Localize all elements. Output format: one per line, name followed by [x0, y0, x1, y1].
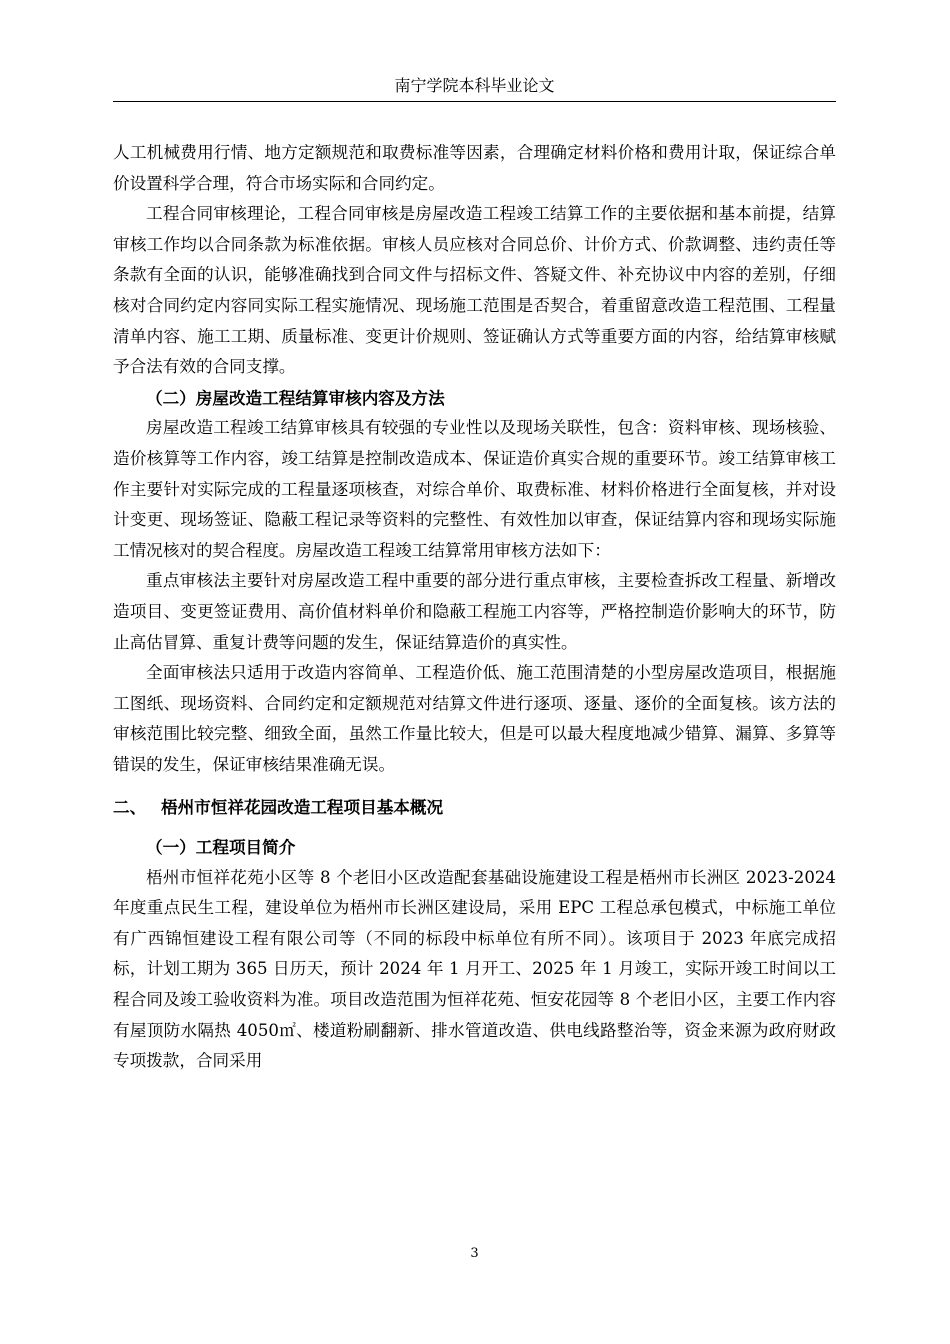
chapter-heading	[113, 792, 836, 823]
paragraph-project-intro: 梧州市恒祥花苑小区等 8 个老旧小区改造配套基础设施建设工程是梧州市长洲区 2023-2024 年度重点民生工程，建设单位为梧州市长洲区建设局，采用 EPC 工程总承包模式，中标施工单位有广西锦恒建设工程有限公司等（不同的标段中标单位有所不同）。该项目于 2023 年底完成招标，计划工期为 365 日历天，预计 2024 年 1 月开工、2025 年 1 月竣工，实际开竣工时间以工程合同及竣工验收资料为准。项目改造范围为恒祥花苑、恒安花园等 8 个老旧小区，主要工作内容有屋顶防水隔热 4050㎡、楼道粉刷翻新、排水管道改造、供电线路整治等，资金来源为政府财政专项拨款，合同采用	[113, 867, 836, 1071]
spacer	[113, 823, 836, 832]
header-divider	[113, 101, 836, 102]
document-body	[113, 138, 836, 1077]
page-header-title: 南宁学院本科毕业论文	[394, 76, 555, 95]
section-heading-audit-methods: （二）房屋改造工程结算审核内容及方法	[146, 387, 445, 408]
paragraph-cost-factors: 人工机械费用行情、地方定额规范和取费标准等因素，合理确定材料价格和费用计取，保证综合单价设置科学合理，符合市场实际和合同约定。	[113, 143, 836, 193]
paragraph-full-review: 全面审核法只适用于改造内容简单、工程造价低、施工范围清楚的小型房屋改造项目，根据施工图纸、现场资料、合同约定和定额规范对结算文件进行逐项、逐量、逐价的全面复核。该方法的审核范围比较完整、细致全面，虽然工作量比较大，但是可以最大程度地减少错算、漏算、多算等错误的发生，保证审核结果准确无误。	[113, 663, 836, 774]
section-heading-project-intro: （一）工程项目简介	[146, 837, 296, 858]
paragraph-key-review: 重点审核法主要针对房屋改造工程中重要的部分进行重点审核，主要检查拆改工程量、新增改造项目、变更签证费用、高价值材料单价和隐蔽工程施工内容等，严格控制造价影响大的环节，防止高估冒算、重复计费等问题的发生，保证结算造价的真实性。	[113, 571, 836, 652]
chapter-title: 梧州市恒祥花园改造工程项目基本概况	[161, 797, 444, 818]
chapter-number: 二、	[113, 797, 147, 818]
paragraph-contract-review: 工程合同审核理论，工程合同审核是房屋改造工程竣工结算工作的主要依据和基本前提，结算审核工作均以合同条款为标准依据。审核人员应核对合同总价、计价方式、价款调整、违约责任等条款有全面的认识，能够准确找到合同文件与招标文件、答疑文件、补充协议中内容的差别，仔细核对合同约定内容同实际工程实施情况、现场施工范围是否契合，着重留意改造工程范围、工程量清单内容、施工工期、质量标准、变更计价规则、签证确认方式等重要方面的内容，给结算审核赋予合法有效的合同支撑。	[113, 204, 836, 377]
paragraph-audit-content: 房屋改造工程竣工结算审核具有较强的专业性以及现场关联性，包含：资料审核、现场核验、造价核算等工作内容，竣工结算是控制改造成本、保证造价真实合规的重要环节。竣工结算审核工作主要针对实际完成的工程量逐项核查，对综合单价、取费标准、材料价格进行全面复核，并对设计变更、现场签证、隐蔽工程记录等资料的完整性、有效性加以审查，保证结算内容和现场实际施工情况核对的契合程度。房屋改造工程竣工结算常用审核方法如下：	[113, 418, 836, 560]
spacer	[113, 780, 836, 792]
page-number: 3	[470, 1246, 479, 1261]
